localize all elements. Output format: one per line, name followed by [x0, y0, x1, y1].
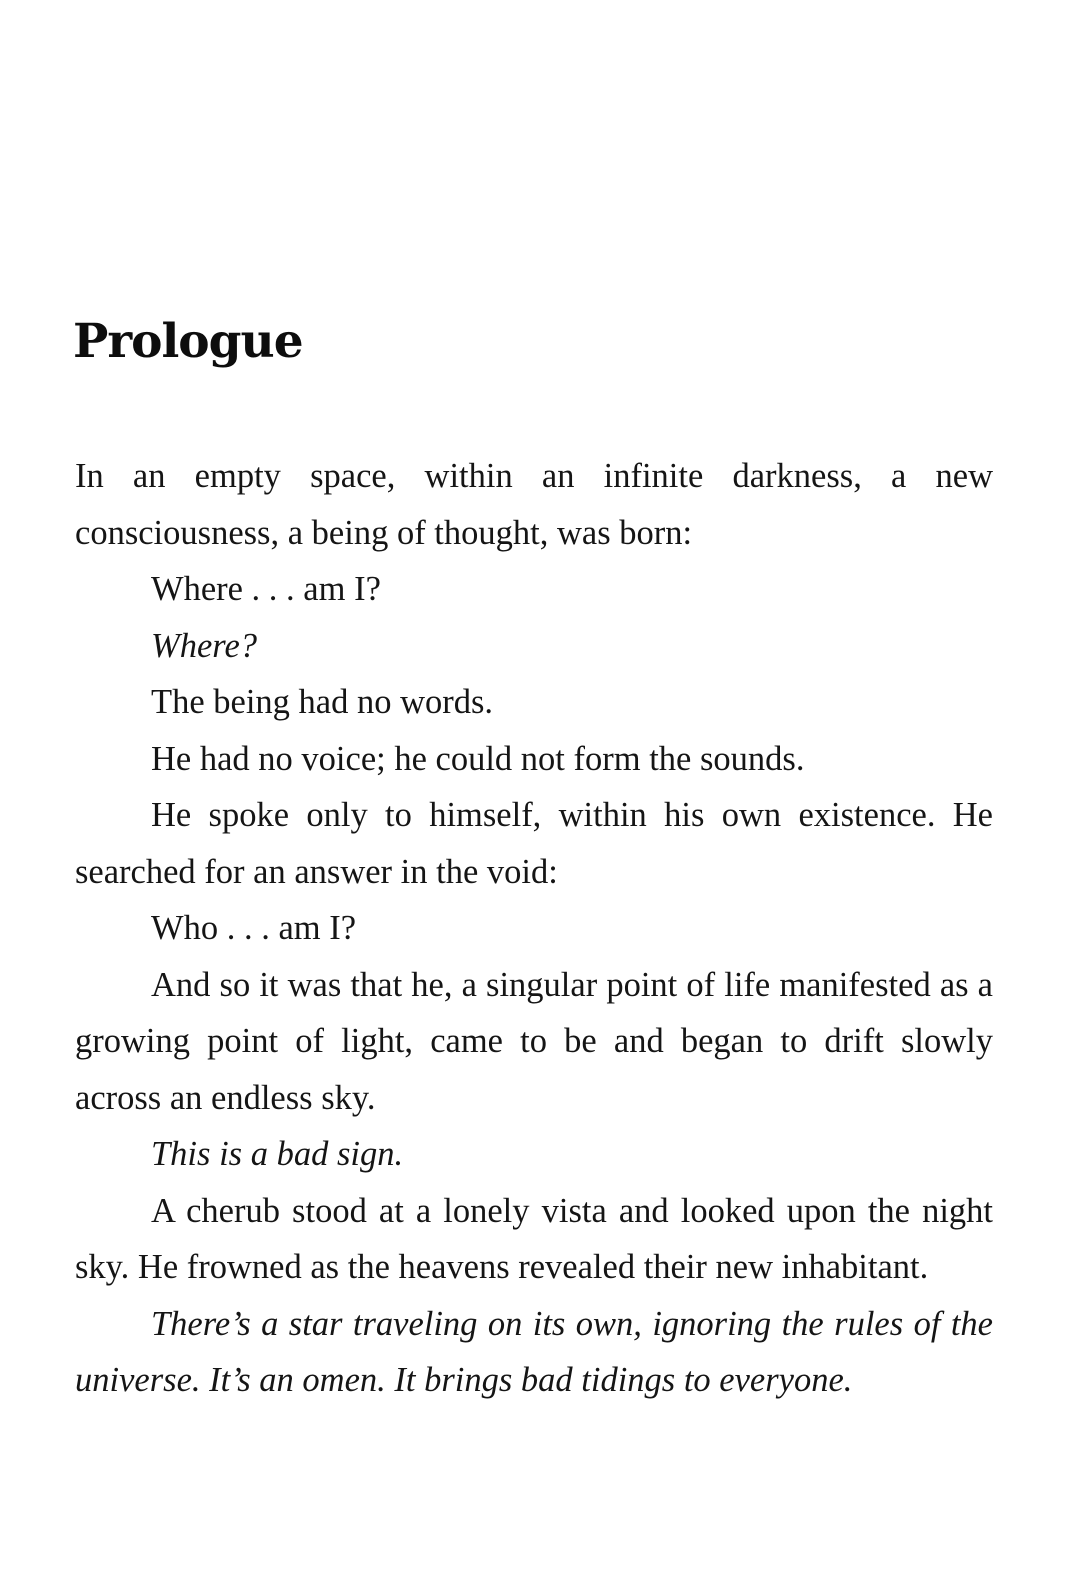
paragraph-where: Where?: [151, 626, 258, 665]
chapter-title: Prologue: [73, 314, 303, 369]
paragraph-opening: In an empty space, within an infinite darkness, a new consciousness, a being of thought, was born:: [75, 457, 993, 552]
paragraph-cherub: A cherub stood at a lonely vista and looked upon the night sky. He frowned as the heavens revealed their new inhabitant.: [75, 1191, 993, 1286]
chapter-body: [75, 448, 993, 1409]
paragraph-omen: There’s a star traveling on its own, ignoring the rules of the universe. It’s an omen. It brings bad tidings to everyone.: [75, 1304, 993, 1399]
paragraph-where-am-i: Where . . . am I?: [151, 570, 381, 608]
paragraph-no-words: The being had no words.: [151, 683, 494, 721]
paragraph-who-am-i: Who . . . am I?: [151, 909, 357, 947]
paragraph-spoke-to-himself: He spoke only to himself, within his own existence. He searched for an answer in the void:: [75, 796, 993, 891]
paragraph-no-voice: He had no voice; he could not form the sounds.: [151, 739, 805, 778]
paragraph-bad-sign: This is a bad sign.: [151, 1135, 404, 1173]
paragraph-point-of-light: And so it was that he, a singular point of life manifested as a growing point of light, came to be and began to drift slowly across an endless sky.: [75, 965, 993, 1117]
